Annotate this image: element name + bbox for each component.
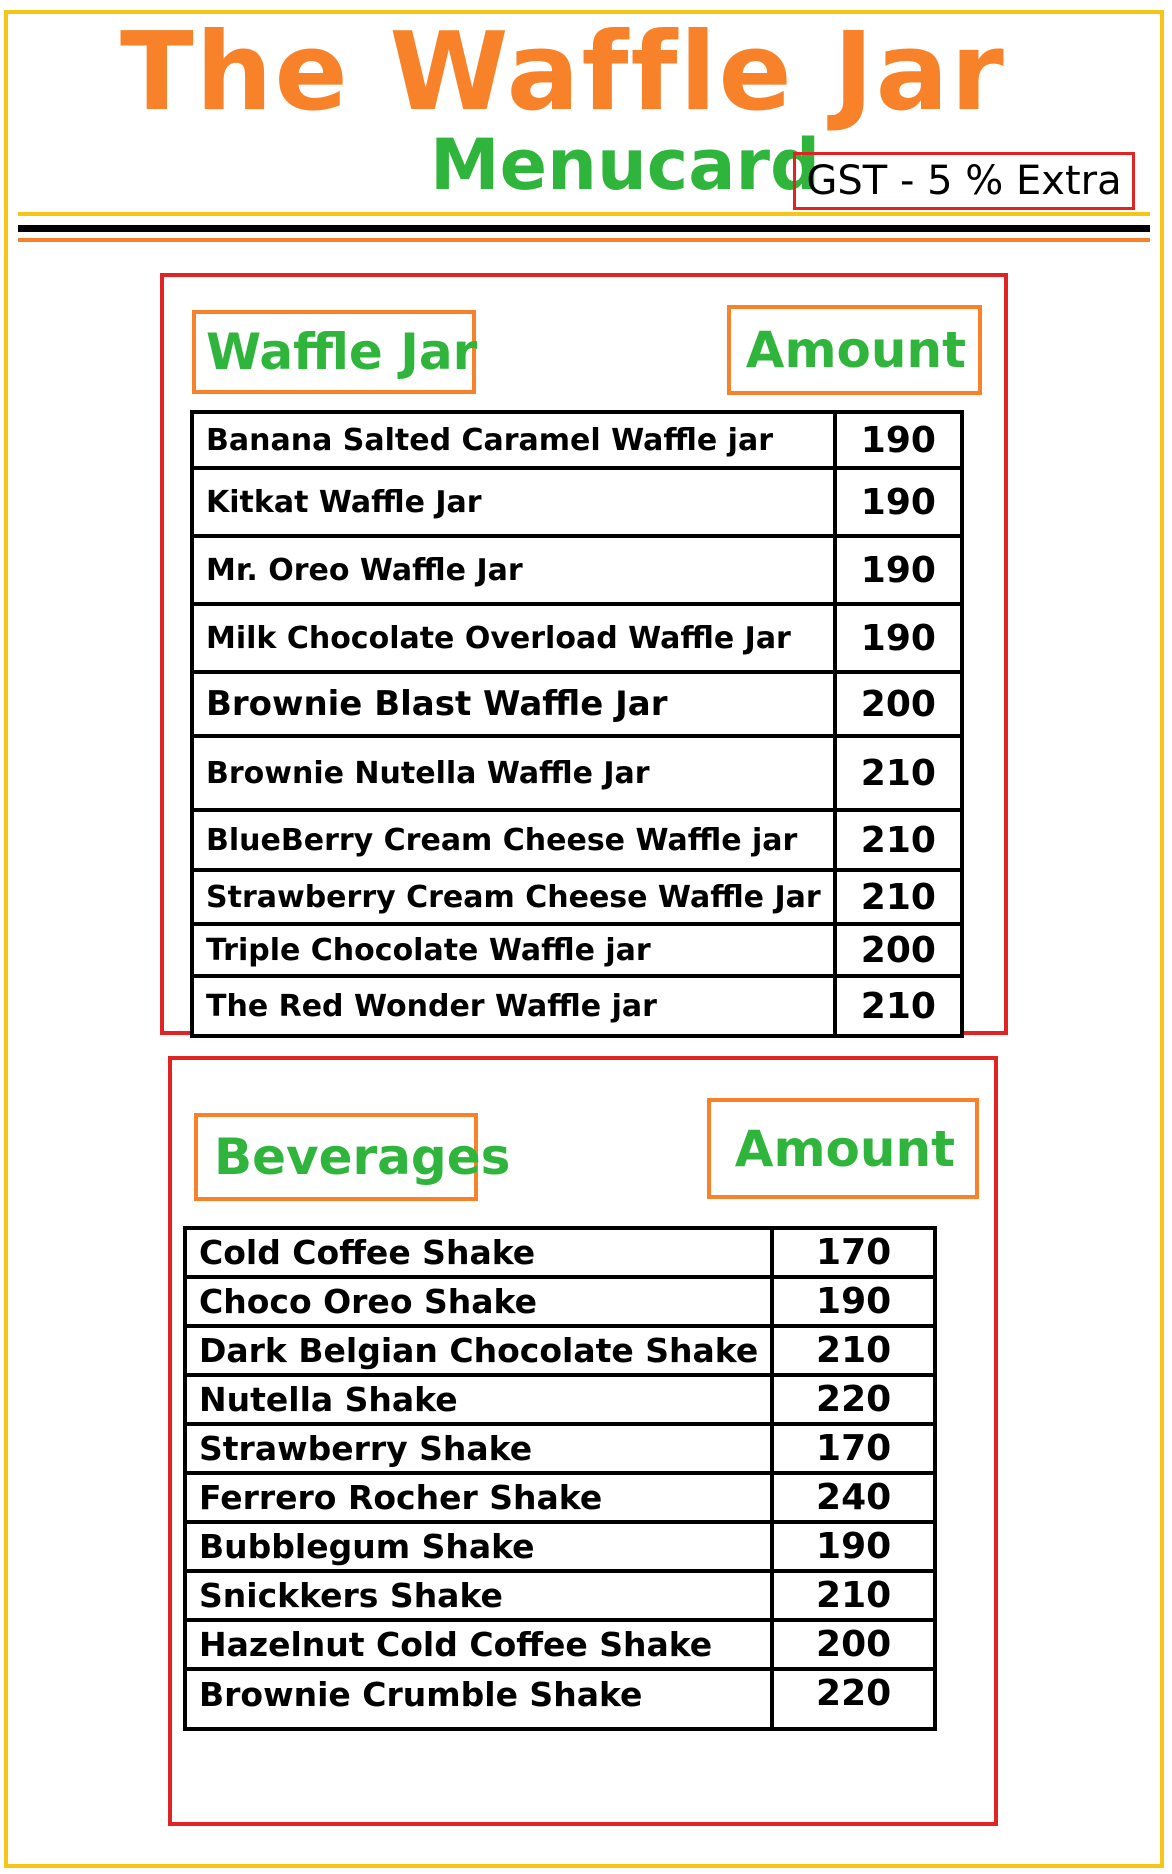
item-price: 190: [835, 536, 962, 604]
item-name: Milk Chocolate Overload Waffle Jar: [192, 604, 835, 672]
item-name: Nutella Shake: [185, 1375, 772, 1424]
waffle-menu-table: [190, 410, 964, 1038]
table-row: [192, 736, 962, 810]
item-name: Ferrero Rocher Shake: [185, 1473, 772, 1522]
item-price: 200: [835, 924, 962, 976]
item-name: Choco Oreo Shake: [185, 1277, 772, 1326]
item-price: 170: [772, 1228, 935, 1277]
table-row: [192, 672, 962, 736]
table-row: [192, 870, 962, 924]
item-price: 200: [835, 672, 962, 736]
item-price: 190: [772, 1277, 935, 1326]
table-row: [185, 1277, 935, 1326]
item-name: Cold Coffee Shake: [185, 1228, 772, 1277]
table-row: [192, 810, 962, 870]
waffle-heading: Waffle Jar: [192, 310, 476, 394]
beverage-heading: Beverages: [194, 1113, 478, 1201]
item-price: 190: [772, 1522, 935, 1571]
beverage-menu-table: [183, 1226, 937, 1731]
table-row: [185, 1620, 935, 1669]
menu-title: The Waffle Jar: [120, 10, 1006, 135]
menu-subtitle: Menucard: [430, 124, 821, 206]
table-row: [192, 924, 962, 976]
item-name: BlueBerry Cream Cheese Waffle jar: [192, 810, 835, 870]
table-row: [192, 976, 962, 1036]
table-row: [185, 1669, 935, 1729]
item-price: 200: [772, 1620, 935, 1669]
item-name: Brownie Crumble Shake: [185, 1669, 772, 1729]
item-name: Hazelnut Cold Coffee Shake: [185, 1620, 772, 1669]
table-row: [185, 1228, 935, 1277]
table-row: [185, 1473, 935, 1522]
table-row: [192, 604, 962, 672]
item-name: Dark Belgian Chocolate Shake: [185, 1326, 772, 1375]
item-price: 210: [835, 736, 962, 810]
table-row: [185, 1424, 935, 1473]
table-row: [192, 468, 962, 536]
divider-orange: [18, 238, 1150, 242]
item-name: Strawberry Cream Cheese Waffle Jar: [192, 870, 835, 924]
divider-yellow: [18, 212, 1150, 216]
waffle-amount-heading: Amount: [727, 305, 982, 395]
item-name: Kitkat Waffle Jar: [192, 468, 835, 536]
item-price: 190: [835, 468, 962, 536]
item-price: 210: [772, 1326, 935, 1375]
table-row: [185, 1522, 935, 1571]
item-price: 210: [835, 870, 962, 924]
item-price: 190: [835, 604, 962, 672]
table-row: [185, 1326, 935, 1375]
item-name: Brownie Nutella Waffle Jar: [192, 736, 835, 810]
item-price: 210: [835, 810, 962, 870]
item-price: 220: [772, 1669, 935, 1729]
gst-note: GST - 5 % Extra: [793, 152, 1135, 210]
item-name: Banana Salted Caramel Waffle jar: [192, 412, 835, 468]
item-price: 210: [772, 1571, 935, 1620]
table-row: [185, 1571, 935, 1620]
item-price: 170: [772, 1424, 935, 1473]
item-name: Bubblegum Shake: [185, 1522, 772, 1571]
item-name: Snickkers Shake: [185, 1571, 772, 1620]
beverage-amount-heading: Amount: [707, 1098, 979, 1199]
item-name: Brownie Blast Waffle Jar: [192, 672, 835, 736]
item-name: The Red Wonder Waffle jar: [192, 976, 835, 1036]
item-name: Mr. Oreo Waffle Jar: [192, 536, 835, 604]
item-name: Strawberry Shake: [185, 1424, 772, 1473]
table-row: [192, 536, 962, 604]
item-price: 190: [835, 412, 962, 468]
item-price: 210: [835, 976, 962, 1036]
divider-black: [18, 225, 1150, 232]
item-price: 240: [772, 1473, 935, 1522]
table-row: [192, 412, 962, 468]
table-row: [185, 1375, 935, 1424]
item-name: Triple Chocolate Waffle jar: [192, 924, 835, 976]
item-price: 220: [772, 1375, 935, 1424]
